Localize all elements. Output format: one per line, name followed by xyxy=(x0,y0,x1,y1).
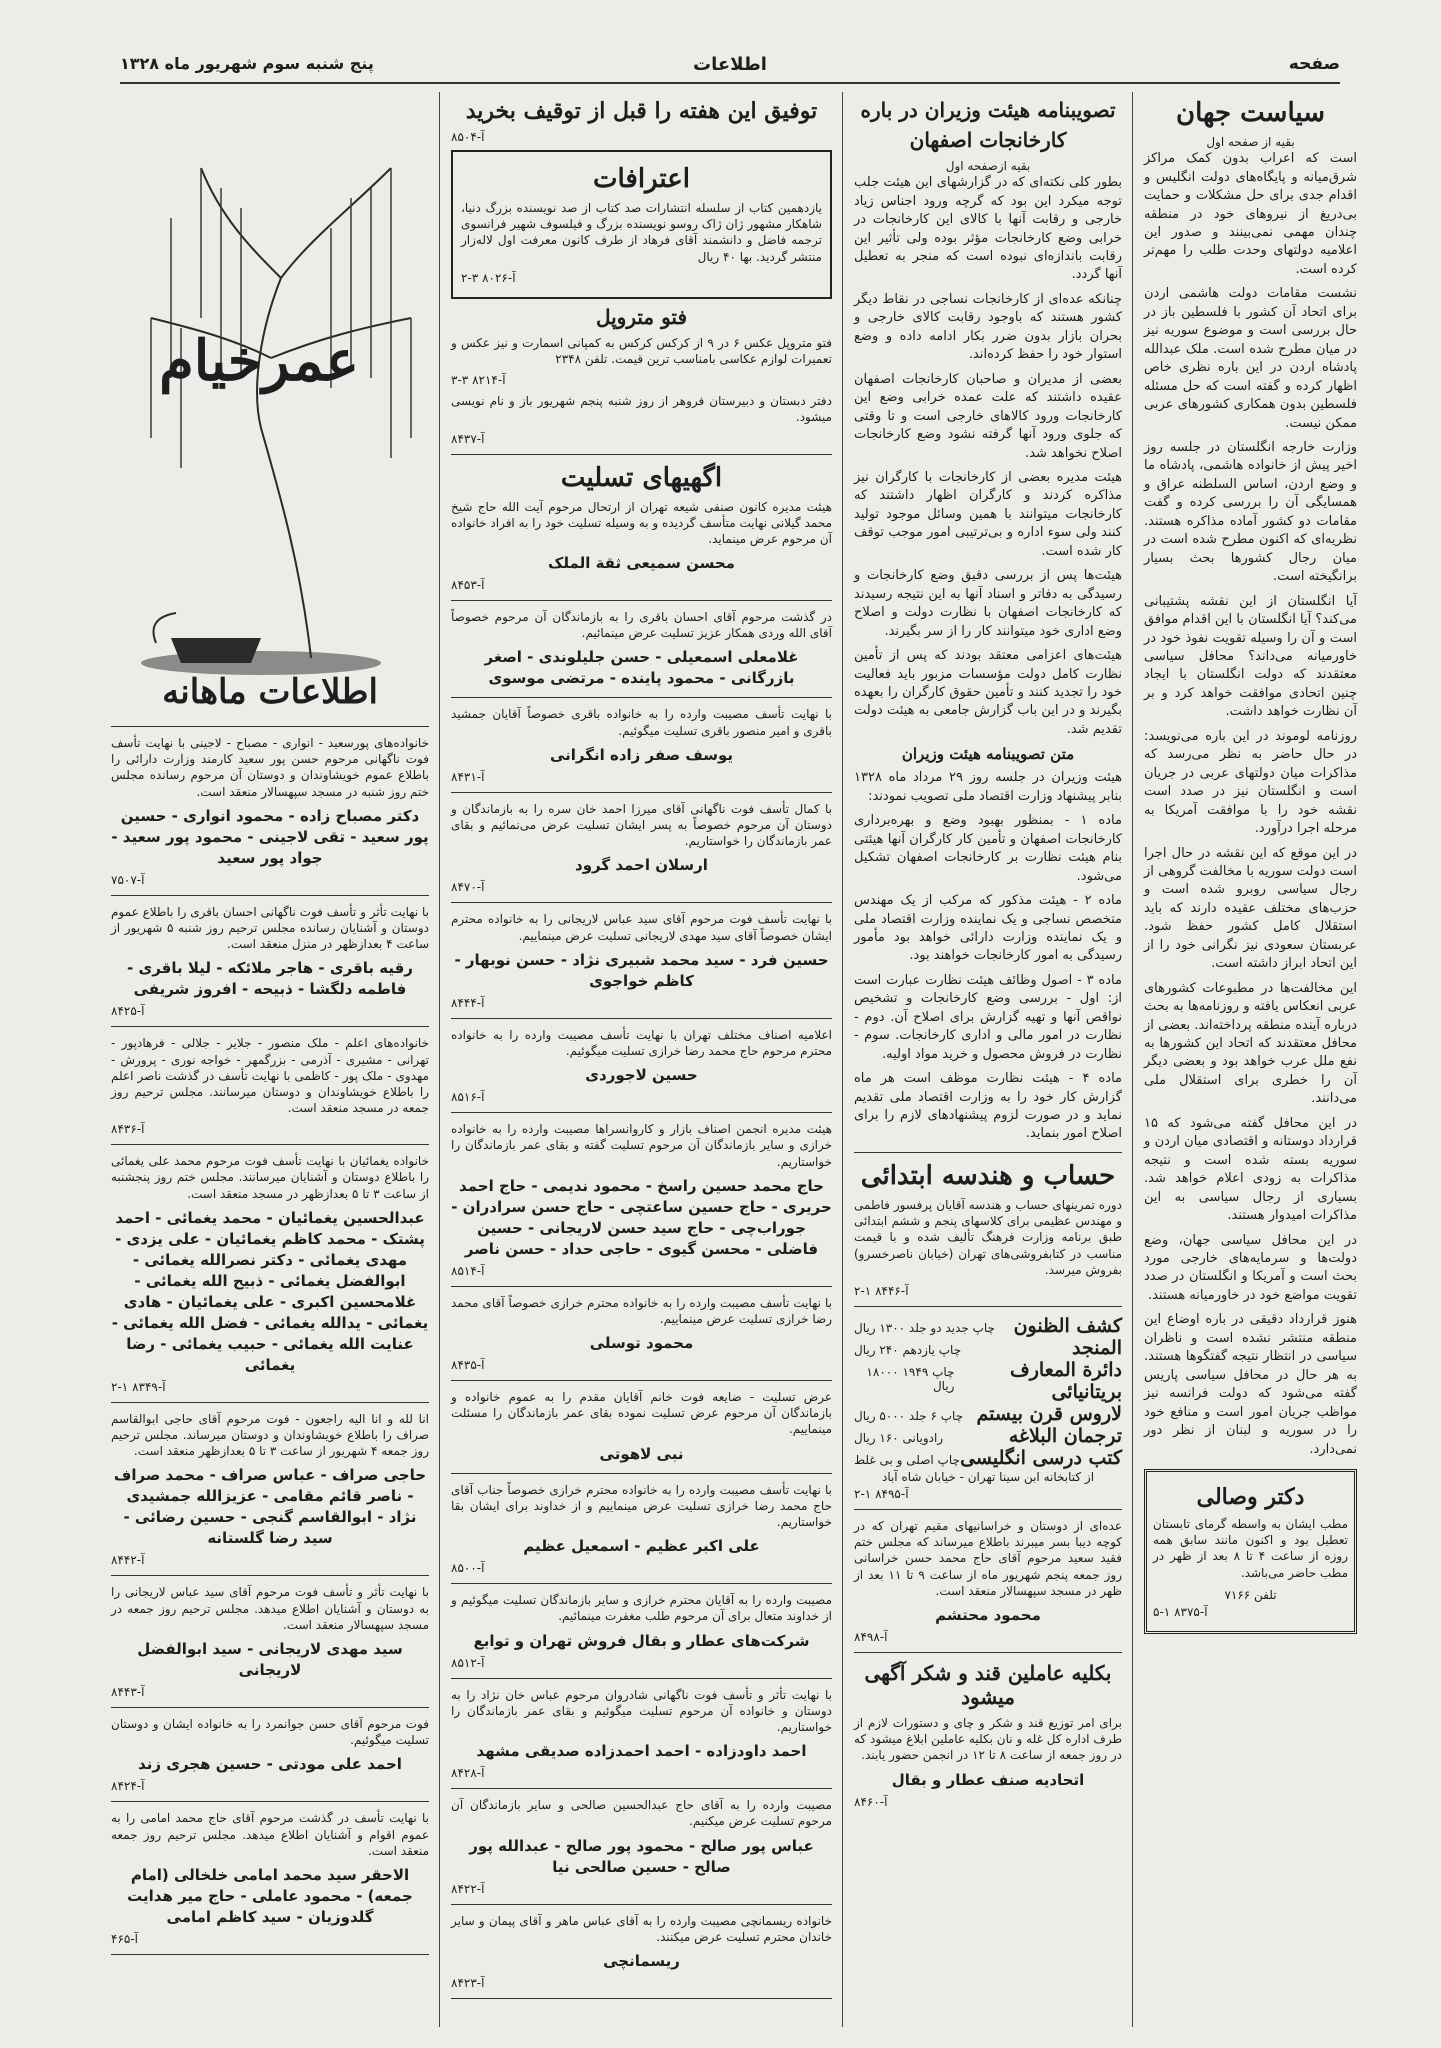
qand-code: آ-۸۴۶۰ xyxy=(854,1794,888,1809)
notice-text: هیئت مدیره انجمن اصناف بازار و کاروانسراها مصیبت وارده را به خانواده خرازی و سایر بازماندگان آن مرحوم تسلیت گفته و بقای عمر بازماندگان را خواستاریم. xyxy=(451,1122,832,1169)
notice-signatures: عبدالحسین یغمائیان - محمد یغمائی - احمد پشتک - محمد کاظم یغمائیان - علی یزدی - مهدی یغمائی - دکتر نصرالله یغمائی - ابوالفضل یغمائی - ذبیح الله یغمائی - غلامحسین اکبری - علی یغمائیان - هادی یغمائی - یدالله یغمائی - فضل الله یغمائی - عنایت الله یغمائی - حبیب یغمائی - رضا یغمائی xyxy=(111,1208,429,1374)
notice-text: خانواده‌های پورسعید - انواری - مصباح - لاجینی با نهایت تأسف فوت ناگهانی مرحوم حسن پور سعید کارمند وزارت دارائی را باطلاع عموم خویشاوندان و دوستان آن مرحوم رسانده مجلس ختم روز شنبه در مسجد سپهسالار منعقد است. xyxy=(111,736,429,799)
notice-signatures: حسین فرد - سید محمد شبیری نژاد - حسن نوبهار - کاظم خواجوی xyxy=(454,950,829,990)
notice-signatures: حسین لاجوردی xyxy=(585,1066,698,1085)
notice-signatures: احمد داودزاده - احمد احمدزاده صدیقی مشهد xyxy=(476,1742,807,1761)
notice-signatures: رقیه باقری - هاجر ملائکه - لیلا باقری - فاطمه دلگشا - ذبیحه - افروز شریفی xyxy=(127,959,413,999)
column-divider xyxy=(842,92,843,2027)
page-header xyxy=(120,50,1340,84)
book-ad xyxy=(451,150,832,299)
book-price: رادویانی ۱۶۰ ریال xyxy=(854,1430,944,1445)
paragraph: هیئت‌های اعزامی معتقد بودند که پس از تأمین نظارت کامل دولت مؤسسات مزبور باید فعالیت خود را تجدید کنند و تأمین حقوق کارگران را بعهده بگیرند و در این باب گزارش جامعی به هیئت دولت تقدیم شد. xyxy=(854,648,1122,737)
notice-code: آ-۸۴۳۱ xyxy=(451,769,485,784)
book-price: چاپ جدید دو جلد ۱۳۰۰ ریال xyxy=(854,1320,995,1335)
notice-code: آ-۸۴۴۴ xyxy=(451,995,485,1010)
book-price: چاپ ۱۹۴۹ ۱۸۰۰۰ ریال xyxy=(866,1364,955,1393)
doctor-code: آ-۸۳۷۵ ۱-۵ xyxy=(1153,1604,1208,1619)
notice xyxy=(111,735,429,896)
book-title: کتب درسی انگلیسی xyxy=(960,1446,1122,1469)
news-body xyxy=(854,174,1122,739)
notice-code: آ-۸۴۵۳ xyxy=(451,578,485,593)
column-divider xyxy=(439,92,440,2027)
notice-text: خانواده یغمائیان با نهایت تأسف فوت مرحوم محمد علی یغمائی را باطلاع دوستان و آشنایان میرسانند. مجلس ختم روز پنجشنبه از ساعت ۳ تا ۵ بعدازظهر در مسجد منعقد است. xyxy=(111,1154,429,1201)
paragraph: در این محافل گفته می‌شود که ۱۵ قرارداد دوستانه و اقتصادی میان اردن و سوریه بسته شده است و نتیجه مذاکرات به زودی اعلام خواهد شد. بسیاری از رجال سیاسی به این مذاکرات امیدوار هستند. xyxy=(1144,1115,1357,1224)
book-text: یازدهمین کتاب از سلسله انتشارات صد کتاب از صد نویسنده بزرگ دنیا، شاهکار مشهور ژان ژاک روسو نویسنده بزرگ و فیلسوف شهیر فرانسوی ترجمه فاضل و دانشمند آقای فرهاد از طرف کانون معرفت اول لاله‌زار منتشر گردید. بها ۴۰ ریال xyxy=(461,201,822,264)
paragraph: هیئت‌ها پس از بررسی دقیق وضع کارخانجات و رسیدگی به دفاتر و اسناد آنها به این نتیجه رسیدند که کارخانجات اصفهان با نظارت دولت و اصلاح وضع اداری خود میتوانند کار را از سر بگیرند. xyxy=(854,568,1122,639)
book-code: آ-۸۰۲۶ ۳-۲ xyxy=(461,270,516,285)
notice-text: با کمال تأسف فوت ناگهانی آقای میرزا احمد خان سره را به بازماندگان و دوستان آن مرحوم خصوصاً به پسر ایشان تسلیت عرض می‌نمائیم و بقای عمر بازماندگان را خواستاریم. xyxy=(451,801,832,849)
notice-text: با نهایت تأسف مصیبت وارده را به خانواده محترم خرازی خصوصاً جناب آقای حاج محمد رضا خرازی تسلیت عرض مینماییم و از خداوند برای ایشان بقا خواستاریم. xyxy=(451,1482,832,1529)
notice xyxy=(451,1592,832,1678)
doctor-title: دکتر وصالی xyxy=(1196,1484,1305,1510)
header-date: پنج شنبه سوم شهریور ماه ۱۳۲۸ xyxy=(120,54,374,73)
paragraph: ماده ۱ - بمنظور بهبود وضع و بهره‌برداری کارخانجات اصفهان و تأمین کار کارگران آنها هیئتی بنام هیئت نظارت بر کارخانجات اصفهان تشکیل می‌شود. xyxy=(854,813,1122,884)
school-code: آ-۸۴۳۷ xyxy=(451,431,485,446)
banner-title: توفیق این هفته را قبل از توقیف بخرید xyxy=(465,98,818,124)
book-list xyxy=(854,1315,1122,1469)
notice-code: آ-۸۴۳۵ xyxy=(451,1358,485,1373)
header-section: صفحه xyxy=(1288,54,1340,74)
paragraph: این مخالفت‌ها در مطبوعات کشورهای عربی انعکاس یافته و روزنامه‌ها به بحث درباره آینده منطقه پرداخته‌اند. بعضی از محافل معتقدند که اتحاد این کشورها به نفع ملل عرب خواهد بود و بعضی دیگر آن را خطری برای استقلال ملی می‌دانند. xyxy=(1144,980,1357,1107)
ads-column xyxy=(445,92,838,2027)
condolence-list xyxy=(451,499,832,1999)
notice-signatures: نبی لاهوتی xyxy=(599,1444,684,1463)
paragraph: وزارت خارجه انگلستان در جلسه روز اخیر پیش از خانواده هاشمی، پادشاه ما و وضع اردن، اساس السلطنه عراق و همسایگی آن را بررسی کرده و گفت مقامات دو کشور آماده مذاکره هستند. نظریه‌ای که اکنون مطرح شده است در میان رجال کشورها بحث بسیار برانگیخته است. xyxy=(1144,439,1357,585)
notice-text: با نهایت تأسف فوت مرحوم آقای سید عباس لاریجانی را به خانواده محترم ایشان خصوصاً آقای سید مهدی لاریجانی تسلیت عرض مینماییم. xyxy=(451,912,832,943)
paragraph: ماده ۴ - هیئت نظارت موظف است هر ماه گزارش کار خود را به وزارت اقتصاد ملی تقدیم نماید و در صورت لزوم پیشنهادهای لازم را برای اصلاح امور بنماید. xyxy=(854,1071,1122,1142)
book-row xyxy=(854,1447,1122,1469)
notice-code: آ-۸۴۴۳ xyxy=(111,1684,145,1699)
notice xyxy=(111,1035,429,1145)
notice xyxy=(451,1913,832,1999)
notice-text: هیئت مدیره کانون صنفی شیعه تهران از ارتحال مرحوم آیت الله حاج شیخ محمد گیلانی نهایت متأسف گردیده و به وسیله تسلیت خود را به افراد خانواده آن مرحوم عرض مینماید. xyxy=(451,499,832,546)
qand-title: بکلیه عاملین قند و شکر آگهی میشود xyxy=(864,1661,1112,1709)
doctor-ad xyxy=(1144,1469,1357,1634)
politics-continued: بقیه از صفحه اول xyxy=(1206,135,1295,149)
notice-code: آ-۸۴۴۲ xyxy=(111,1553,145,1568)
notice-signatures: یوسف صفر زاده انگرانی xyxy=(549,745,734,764)
notice xyxy=(111,904,429,1028)
notice-text: مصیبت وارده را به آقایان محترم خرازی و سایر بازماندگان تسلیت میگوئیم و از خداوند متعال برای آن مرحوم طلب مغفرت مینمائیم. xyxy=(451,1593,832,1624)
paragraph: در این موقع که این نقشه در حال اجرا است دولت سوریه با مخالفت گروهی از رجال سیاسی روبرو شده است و حزب‌های مختلف عقیده دارند که باید استقلال کامل کشور حفظ شود. عربستان سعودی نیز نگرانی خود را از این اتحاد ابراز داشته است. xyxy=(1144,845,1357,972)
doctor-phone: تلفن ۷۱۶۶ xyxy=(1224,1587,1277,1602)
paragraph: ماده ۲ - هیئت مذکور که مرکب از یک مهندس متخصص نساجی و یک نماینده وزارت اقتصاد ملی و یک نماینده وزارت دارائی خواهد بود مأمور رسیدگی به امور کارخانجات خواهند بود. xyxy=(854,893,1122,964)
notice-signatures: حاجی صراف - عباس صراف - محمد صراف - ناصر قائم مقامی - عزیزالله جمشیدی نژاد - ابوالقاسم گنجی - حسین رضائی - سید رضا گلستانه xyxy=(113,1466,427,1548)
paragraph: هنوز قرارداد دقیقی در باره اوضاع این منطقه منتشر نشده است و ناظران سیاسی در انتظار نتیجه گفتگوها هستند. به هر حال در محافل سیاسی پاریس گفته می‌شود که دولت فرانسه نیز مواظب جریان امور است و منافع خود را در سوریه و لبنان از نظر دور نمی‌دارد. xyxy=(1144,1312,1357,1457)
notice-code: آ-۴۶۵ xyxy=(111,1931,139,1946)
notice xyxy=(111,1411,429,1577)
photo-title: فتو متروپل xyxy=(595,304,688,329)
notice-code: آ-۸۴۲۴ xyxy=(111,1779,145,1794)
book-title: اعترافات xyxy=(593,164,690,194)
notice xyxy=(451,911,832,1018)
hesab-title: حساب و هندسه ابتدائی xyxy=(860,1160,1116,1191)
paragraph: بطور کلی نکته‌ای که در گزارشهای این هیئت جلب توجه میکرد این بود که گرچه ورود اجناس زیاد خارجی و رقابت آنها با کالای این کارخانجات در خرابی وضع کارخانجات مؤثر بوده ولی تأثیر این رقابت باندازه‌ای نبوده است که منجر به تعطیل آنها گردد. xyxy=(854,175,1122,283)
notice-code: آ-۸۵۱۶ xyxy=(451,1090,485,1105)
notice-code: آ-۸۴۲۸ xyxy=(451,1766,485,1781)
notice-code: آ-۸۵۱۴ xyxy=(451,1263,485,1278)
notice xyxy=(451,1027,832,1113)
politics-title: سیاست جهان xyxy=(1176,98,1325,128)
header-paper-name: اطلاعات xyxy=(693,54,767,75)
book-title: ترجمان البلاغه xyxy=(1008,1424,1122,1447)
paragraph: روزنامه لوموند در این باره می‌نویسد: در حال حاضر به نظر می‌رسد که مذاکرات میان دولتهای عربی در جریان است و انگلستان نیز در صدد است نقشه خود را با موافقت آمریکا به مرحله اجرا درآورد. xyxy=(1144,728,1357,837)
news-column xyxy=(848,92,1128,2027)
notice-text: خانواده‌های اعلم - ملک منصور - جلایر - جلالی - فرهادپور - تهرانی - مشیری - آذرمی - بزرگمهر - خواجه نوری - پرورش - مهدوی - ملک پور - کاظمی با نهایت تأسف در گذشت ناصر اعلم را باطلاع خویشاوندان و دوستان میرسانند. مجلس ترحیم روز جمعه در مسجد منعقد است. xyxy=(111,1036,429,1116)
khorasan-code: آ-۸۴۹۸ xyxy=(854,1630,888,1644)
notice-text: فوت مرحوم آقای حسن جوانمرد را به خانواده ایشان و دوستان تسلیت میگوئیم. xyxy=(111,1716,429,1748)
notice-code: آ-۸۵۰۰ xyxy=(451,1561,485,1576)
monthly-column xyxy=(105,92,435,2027)
notice xyxy=(451,1295,832,1381)
notice xyxy=(451,609,832,698)
book-title: المنجد xyxy=(1071,1336,1122,1359)
notice-signatures: الاحقر سید محمد امامی خلخالی (امام جمعه) - محمود عاملی - حاج میر هدایت گلدوزیان - سید کاظم امامی xyxy=(127,1865,413,1926)
photo-code: آ-۸۲۱۴ ۳-۳ xyxy=(451,373,506,388)
book-title: کشف الظنون xyxy=(1013,1314,1122,1337)
notice xyxy=(451,499,832,602)
decree-body xyxy=(854,769,1122,1144)
notice xyxy=(451,801,832,904)
monthly-logo xyxy=(111,98,429,718)
notice-code: آ-۷۵۰۷ xyxy=(111,872,145,887)
paragraph: چنانکه عده‌ای از کارخانجات نساجی در نقاط دیگر کشور هستند که باوجود رقابت کالای خارجی و بحران بازار بدون ضرر بکار ادامه داده و وضع استوار خود را حفظ کرده‌اند. xyxy=(854,291,1122,363)
paragraph: هیئت وزیران در جلسه روز ۲۹ مرداد ماه ۱۳۲۸ بنابر پیشنهاد وزارت اقتصاد ملی تصویب نمودند: xyxy=(854,770,1122,804)
notice-signatures: شرکت‌های عطار و بقال فروش تهران و توابع xyxy=(473,1631,810,1650)
paragraph: است که اعراب بدون کمک مراکز شرق‌میانه و پایگاه‌های دولت انگلیس و اقدام جدی برای حل مشکلات و حمایت بی‌دریغ از نیروهای خود در منطقه چندان مهمی نمی‌بینند و صدور این اعلامیه دولتهای وحدت طلب را مهم‌تر کرده است. xyxy=(1144,151,1357,277)
notice-list xyxy=(111,735,429,1955)
notice-text: با نهایت تأثر و تأسف فوت ناگهانی احسان باقری را باطلاع عموم دوستان و آشنایان رسانده مجلس ترحیم روز شنبه ۵ شهریور از ساعت ۴ بعدازظهر در منزل منعقد است. xyxy=(111,904,429,952)
notice-code: آ-۸۴۷۰ xyxy=(451,880,485,895)
news-title: تصویبنامه هیئت وزیران در باره xyxy=(860,98,1116,122)
notice-code: آ-۸۴۲۲ xyxy=(451,1881,485,1896)
paragraph: هیئت مدیره بعضی از کارخانجات با کارگران نیز مذاکره کردند و کارگران اظهار داشتند که کارخانجات میتوانند با همین وسائل موجود تولید کنند ولی سوء اداره و بی‌ترتیبی امور موجب توقف کار شده است. xyxy=(854,469,1122,559)
book-price: چاپ یازدهم ۲۴۰ ریال xyxy=(854,1342,962,1357)
notice-code: آ-۸۵۱۲ xyxy=(451,1655,485,1670)
notice-text: با نهایت تأسف مصیبت وارده را به خانواده محترم خرازی خصوصاً آقای محمد رضا خرازی تسلیت عرض مینماییم. xyxy=(451,1295,832,1326)
news-continued: بقیه ازصفحه اول xyxy=(945,159,1031,173)
book-title: لاروس قرن بیستم xyxy=(976,1402,1122,1425)
notice-text: مصیبت وارده را به آقای حاج عبدالحسین صالحی و سایر بازماندگان آن مرحوم تسلیت عرض میکنیم. xyxy=(451,1798,832,1829)
notice-signatures: سید مهدی لاریجانی - سید ابوالفضل لاریجانی xyxy=(137,1639,403,1679)
notice-code: آ-۸۴۲۳ xyxy=(451,1975,485,1990)
notice-code: آ-۸۳۴۹ ۱-۲ xyxy=(111,1379,166,1394)
notice xyxy=(451,1389,832,1474)
notice xyxy=(111,1716,429,1802)
logo-title: اطلاعات ماهانه xyxy=(162,672,378,712)
hesab-text: دوره تمرینهای حساب و هندسه آقایان پرفسور فاطمی و مهندس عظیمی برای کلاسهای پنجم و ششم ابتدائی طبق برنامه وزارت فرهنگ تألیف شده و با قیمت مناسب در کتابفروشی‌های تهران (خیابان ناصرخسرو) بفروش میرسد. xyxy=(854,1197,1122,1277)
notice-text: انا لله و انا الیه راجعون - فوت مرحوم آقای حاجی ابوالقاسم صراف را باطلاع خویشاوندان و دوستان میرساند. مجلس ترحیم روز جمعه ۴ شهریور از ساعت ۳ تا ۵ بعدازظهر منعقد است. xyxy=(111,1411,429,1459)
notice xyxy=(111,1584,429,1708)
notice-text: عرض تسلیت - ضایعه فوت خانم آقایان مقدم را به عموم خانواده و بازماندگان آن مرحوم عرض تسلیت نموده بقای عمر بازماندگان را مسئلت مینماییم. xyxy=(451,1390,832,1437)
book-price: چاپ اصلی و بی غلط xyxy=(854,1452,960,1467)
notice-signatures: علی اکبر عظیم - اسمعیل عظیم xyxy=(523,1537,760,1556)
paragraph: بعضی از مدیران و صاحبان کارخانجات اصفهان عقیده داشتند که علت عمده خرابی وضع این کارخانجات ورود کالاهای خارجی است و تا وقتی که جلوی ورود آنها گرفته نشود وضع کارخانجات اصلاح نخواهد شد. xyxy=(854,371,1122,461)
book-row xyxy=(854,1403,1122,1425)
notice-signatures: احمد علی مودتی - حسین هجری زند xyxy=(138,1755,402,1774)
school-text: دفتر دبستان و دبیرستان فروهر از روز شنبه پنجم شهریور باز و نام نویسی میشود. xyxy=(451,394,832,425)
paragraph: ماده ۳ - اصول وظائف هیئت نظارت عبارت است از: اول - بررسی وضع کارخانجات و تشخیص نواقص آنها و تهیه گزارش برای اصلاح آن. دوم - نظارت در امور مالی و اداری کارخانجات. سوم - نظارت در فروش محصول و خرید مواد اولیه. xyxy=(854,972,1122,1062)
notice xyxy=(111,1810,429,1955)
notice xyxy=(451,706,832,792)
paragraph: آیا انگلستان از این نقشه پشتیبانی می‌کند؟ آیا انگلستان با این اقدام موافق است و آن را وسیله تقویت نفوذ خود در خاورمیانه می‌داند؟ محافل سیاسی معتقدند که دولت انگلستان با ایجاد چنین اتحادی موافقت خواهد کرد و بر آن نظارت خواهد داشت. xyxy=(1144,593,1357,720)
khorasan-sign: محمود محتشم xyxy=(935,1606,1041,1624)
decree-title: متن تصویبنامه هیئت وزیران xyxy=(901,745,1075,764)
news-subtitle: کارخانجات اصفهان xyxy=(909,128,1067,152)
condolence-title: اگهیهای تسلیت xyxy=(560,462,723,493)
notice-text: خانواده ریسمانچی مصیبت وارده را به آقای عباس ماهر و آقای پیمان و سایر خاندان محترم تسلیت عرض میکنند. xyxy=(451,1913,832,1944)
book-row xyxy=(854,1337,1122,1359)
paragraph: نشست مقامات دولت هاشمی اردن برای اتحاد آن کشور با فلسطین باز در حال بررسی است و موضوع سوریه نیز در میان مطرح شده است. ملک عبدالله پادشاه اردن در این باره نظری خاص اظهار کرده و گفته است که حل مسئله فلسطین بدون همکاری کشورهای عربی ممکن نیست. xyxy=(1144,286,1357,431)
notice-text: با نهایت تأثر و تأسف فوت ناگهانی شادروان مرحوم عباس خان نژاد را به دوستان و خانواده آن مرحوم تسلیت میگوئیم و بقای عمر بازماندگان را خواستاریم. xyxy=(451,1687,832,1734)
notice-text: اعلامیه اصناف مختلف تهران با نهایت تأسف مصیبت وارده را به خانواده محترم مرحوم حاج محمد رضا خرازی تسلیت میگوئیم. xyxy=(451,1027,832,1058)
hesab-code: آ-۸۴۴۶ ۱-۲ xyxy=(854,1283,909,1298)
notice-code: آ-۸۴۳۶ xyxy=(111,1122,145,1137)
notice xyxy=(451,1482,832,1585)
qand-text: برای امر توزیع قند و شکر و چای و دستورات لازم از طرف اداره کل غله و نان بکلیه عاملین ابلاغ میشود که در روز جمعه از ساعت ۸ تا ۱۲ در انجمن حضور یابند. xyxy=(854,1716,1122,1763)
notice-signatures: غلامعلی اسمعیلی - حسن جلیلوندی - اصغر بازرگانی - محمود پاینده - مرتضی موسوی xyxy=(484,648,799,688)
notice-signatures: محسن سمیعی ثقة الملک xyxy=(548,554,735,573)
book-row xyxy=(854,1315,1122,1337)
notice xyxy=(451,1797,832,1904)
doctor-text: مطب ایشان به واسطه گرمای تابستان تعطیل بود و اکنون مانند سابق همه روزه از ساعت ۴ تا ۸ بعد از ظهر در مطب حاضر می‌باشد. xyxy=(1153,1517,1349,1580)
notice xyxy=(451,1687,832,1790)
notice-signatures: حاج محمد حسین راسخ - محمود ندیمی - حاج احمد حریری - حاج حسین ساعتچی - حاج حسن سرادران - جوراب‌چی - حاج سید حسن لاریجانی - حسین فاضلی - محسن گیوی - حاجی حداد - حسن ناصر xyxy=(451,1176,832,1258)
willow-tree-illustration xyxy=(111,98,429,718)
qand-sign: اتحادیه صنف عطار و بقال xyxy=(891,1770,1085,1789)
banner-code: آ-۸۵۰۴ xyxy=(451,130,485,144)
politics-body xyxy=(1144,150,1357,1459)
notice-text: با نهایت تأثر و تأسف فوت مرحوم آقای سید عباس لاریجانی را به دوستان و آشنایان اطلاع میدهد. مجلس ترحیم روز جمعه در مسجد سپهسالار منعقد است. xyxy=(111,1585,429,1632)
column-divider xyxy=(1132,92,1133,2027)
book-price: چاپ ۶ جلد ۵۰۰۰ ریال xyxy=(854,1408,964,1423)
notice xyxy=(451,1121,832,1287)
notice-signatures: محمود توسلی xyxy=(589,1334,694,1353)
photo-text: فتو متروپل عکس ۶ در ۹ از کرکس کرکس به کمپانی اسمارت و نیز عکس و تعمیرات لوازم عکاسی بامناسب ترین قیمت. تلفن ۲۳۴۸ xyxy=(451,335,833,366)
logo-script: عمرخیام xyxy=(159,328,359,394)
book-title: دائرة المعارف بریتانیائی xyxy=(1010,1358,1122,1403)
politics-column xyxy=(1138,92,1363,2027)
notice-code: آ-۸۴۲۵ xyxy=(111,1004,145,1019)
book-row xyxy=(854,1359,1122,1403)
books-footer: از کتابخانه ابن سینا تهران - خیابان شاه آباد xyxy=(881,1469,1095,1484)
paragraph: در این محافل سیاسی جهان، وضع دولت‌ها و سرمایه‌های خارجی مورد بحث است و آمریکا و انگلستان در صدد تقویت مواضع خود در خاورمیانه هستند. xyxy=(1144,1232,1357,1303)
notice-signatures: ریسمانچی xyxy=(603,1951,680,1970)
notice-signatures: عباس پور صالح - محمود پور صالح - عبدالله پور صالح - حسین صالحی نیا xyxy=(469,1836,814,1876)
notice-text: در گذشت مرحوم آقای احسان باقری را به بازماندگان آن مرحوم خصوصاً آقای الله وردی همکار عزیز تسلیت عرض مینمائیم. xyxy=(451,610,832,641)
books-code: آ-۸۴۹۵ ۱-۲ xyxy=(854,1487,909,1502)
notice xyxy=(111,1153,429,1403)
book-row xyxy=(854,1425,1122,1447)
notice-signatures: ارسلان احمد گرود xyxy=(575,856,708,875)
notice-text: با نهایت تأسف در گذشت مرحوم آقای حاج محمد امامی را به عموم اقوام و آشنایان اطلاع میدهد. مجلس ترحیم روز جمعه منعقد است. xyxy=(111,1811,429,1858)
notice-signatures: دکتر مصباح زاده - محمود انواری - حسین پور سعید - تقی لاجینی - محمود پور سعید - جواد پور سعید xyxy=(111,806,429,867)
khorasan-text: عده‌ای از دوستان و خراسانیهای مقیم تهران که در کوچه دیبا بسر میبرند باطلاع میرساند که مجلس ختم فقید سعید مرحوم آقای حاج محمد حسن خراسانی روز جمعه پنجم شهریور ماه از ساعت ۹ تا ۱۱ بعد از ظهر در مسجد سپهسالار منعقد است. xyxy=(854,1519,1122,1598)
notice-text: با نهایت تأسف مصیبت وارده را به خانواده باقری خصوصاً آقایان جمشید باقری و امیر منصور باقری تسلیت میگوئیم. xyxy=(451,707,832,738)
